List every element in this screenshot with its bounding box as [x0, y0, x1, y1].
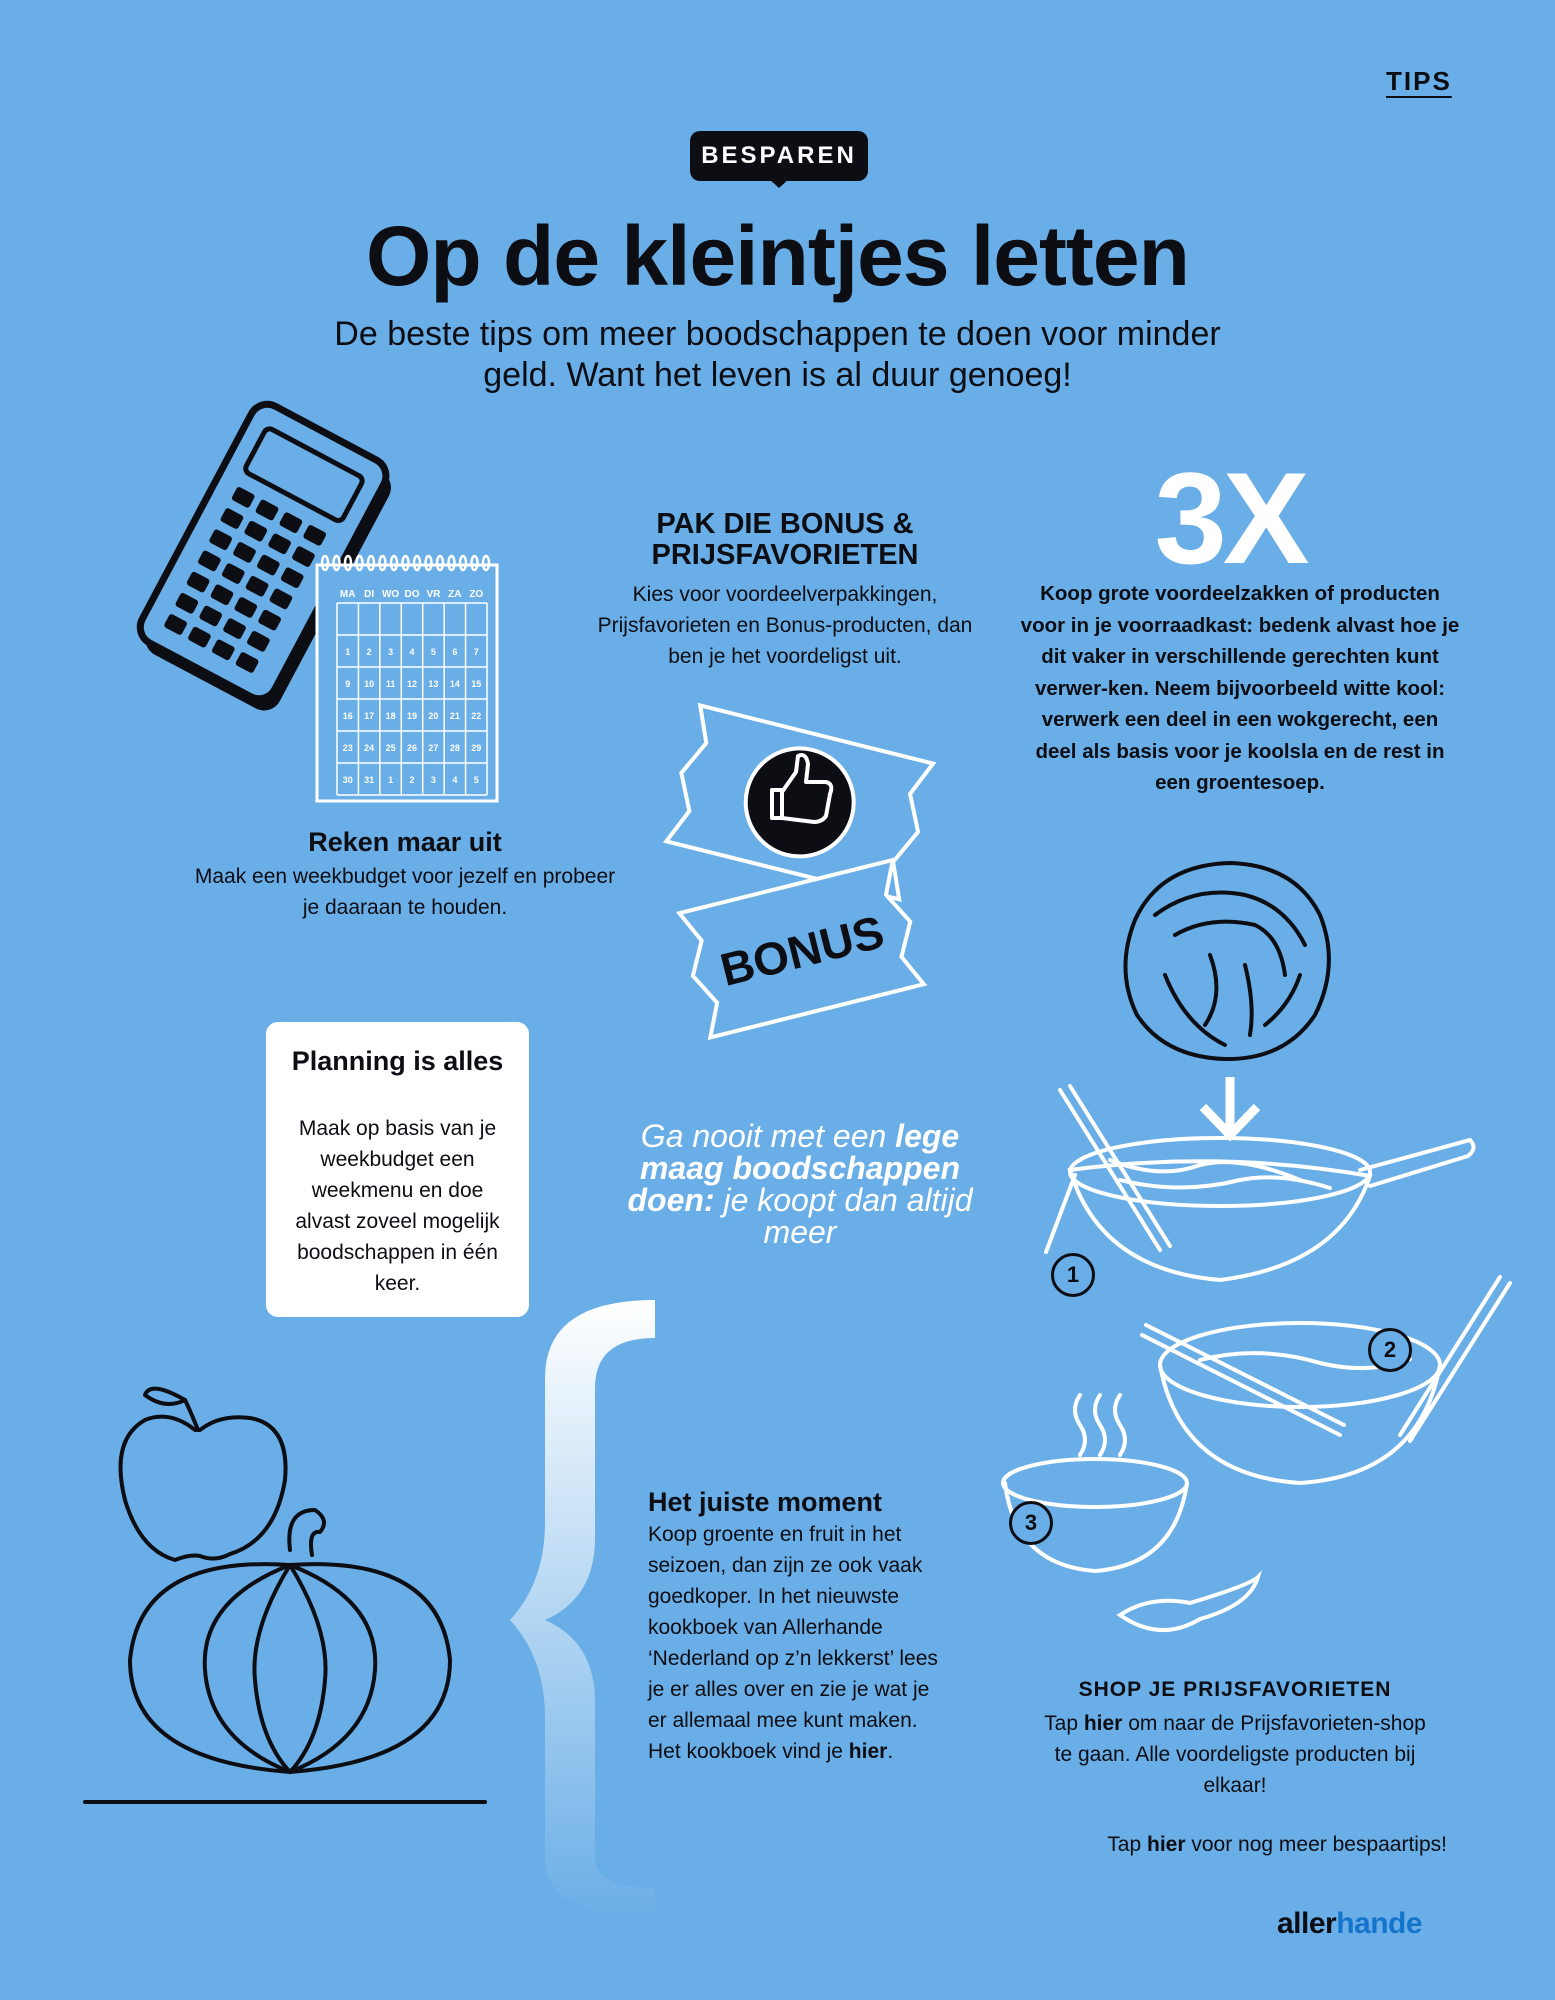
calendar-date: 4: [409, 647, 415, 657]
reken-title: Reken maar uit: [308, 827, 502, 857]
page-title: Op de kleintjes letten: [366, 209, 1189, 303]
moment-text: [648, 1519, 948, 1767]
calendar-day-label: DO: [404, 589, 420, 600]
quote-suffix: je koopt dan altijd meer: [714, 1182, 973, 1250]
calendar-day-label: WO: [381, 589, 400, 600]
shop-text: [1040, 1708, 1430, 1801]
calendar-date: 12: [406, 679, 418, 689]
cabbage-icon: [1115, 855, 1345, 1065]
brand-part1: aller: [1277, 1907, 1337, 1940]
calendar-date: 30: [342, 775, 353, 785]
more-tips-suffix: voor nog meer bespaartips!: [1185, 1833, 1447, 1856]
cookbook-link[interactable]: hier: [848, 1740, 888, 1763]
shop-suffix: om naar de Prijsfavorieten-shop te gaan. Alle voordeligste producten bij elkaar!: [1054, 1712, 1426, 1797]
more-tips-prefix: Tap: [1107, 1833, 1147, 1856]
apple-icon: [121, 1389, 286, 1560]
shop-link[interactable]: hier: [1083, 1712, 1123, 1735]
calendar-date: 7: [473, 647, 479, 657]
section-label-tips: TIPS: [1386, 66, 1452, 96]
calendar-day-label: ZO: [469, 589, 484, 600]
calendar-date: 2: [366, 647, 372, 657]
calendar-date: 9: [345, 679, 351, 689]
calendar-date: 3: [430, 775, 436, 785]
step-3-marker: 3: [1009, 1501, 1053, 1545]
calendar-date: 23: [342, 743, 353, 753]
calendar-date: 11: [385, 679, 396, 689]
calendar-date: 17: [364, 711, 375, 721]
quote-prefix: Ga nooit met een: [640, 1118, 896, 1154]
calendar-date: 21: [449, 711, 460, 721]
step-1-marker: 1: [1051, 1253, 1095, 1297]
calendar-date: 6: [452, 647, 458, 657]
calendar-date: 20: [428, 711, 439, 721]
calendar-date: 4: [452, 775, 458, 785]
calendar-date: 22: [471, 711, 482, 721]
calendar-date: 5: [430, 647, 436, 657]
more-tips-link[interactable]: hier: [1147, 1833, 1186, 1856]
calendar-date: 15: [471, 679, 482, 689]
calendar-date: 5: [473, 775, 479, 785]
calendar-date: 1: [345, 647, 351, 657]
brand-part2: hande: [1336, 1907, 1423, 1940]
calendar-date: 29: [471, 743, 482, 753]
calendar-date: 18: [385, 711, 396, 721]
calendar-date: 27: [428, 743, 439, 753]
calendar-date: 19: [406, 711, 418, 721]
calendar-date: 25: [385, 743, 396, 753]
moment-title: Het juiste moment: [648, 1487, 883, 1517]
calendar-day-label: ZA: [448, 589, 462, 600]
moment-body: Koop groente en fruit in het seizoen, dan zijn ze ook vaak goedkoper. In het nieuwste kookboek van Allerhande ‘Nederland op z’n lekkerst’ lees je er alles over en zie je wat je er allemaal mee kunt maken.: [648, 1523, 938, 1732]
bonus-stickers-illustration: [650, 690, 960, 1020]
reken-text: Maak een weekbudget voor jezelf en probeer je daaraan te houden.: [194, 865, 616, 919]
bonus-text: Kies voor voordeelverpakkingen, Prijsfavorieten en Bonus-producten, dan ben je het voordeligst uit.: [597, 583, 973, 668]
calendar-icon: [315, 555, 500, 805]
category-badge: BESPAREN: [690, 131, 868, 181]
tip-quote: [600, 1120, 1000, 1248]
calendar-day-label: VR: [426, 589, 441, 600]
more-tips: [1000, 1833, 1447, 1857]
apple-pumpkin-illustration: [90, 1370, 490, 1810]
shop-title: SHOP JE PRIJSFAVORIETEN: [1078, 1678, 1392, 1701]
step-2-marker: 2: [1368, 1328, 1412, 1372]
calendar-date: 2: [409, 775, 415, 785]
calendar-date: 31: [364, 775, 375, 785]
calendar-date: 28: [449, 743, 460, 753]
calendar-date: 3: [388, 647, 394, 657]
planning-text: Maak op basis van je weekbudget een weekmenu en doe alvast zoveel mogelijk boodschappen in één keer.: [295, 1117, 500, 1295]
calendar-date: 24: [364, 743, 375, 753]
bonus-title: PAK DIE BONUS & PRIJSFAVORIETEN: [651, 508, 919, 571]
three-x-heading: 3X: [1154, 445, 1306, 591]
pumpkin-icon: [85, 1510, 485, 1802]
calendar-date: 26: [406, 743, 418, 753]
moment-link-prefix: Het kookboek vind je: [648, 1740, 849, 1763]
calendar-day-label: DI: [364, 589, 375, 600]
quote-bold: lege maag boodschappen doen:: [627, 1118, 961, 1218]
three-x-text: Koop grote voordeelzakken of producten voor in je voorraadkast: bedenk alvast hoe je dit vaker in verschillende gerechten kunt verwer-ken. Neem bijvoorbeeld witte kool: verwerk een deel in een wokgerecht, een deel als basis voor je koolsla en de rest in een groentesoep.: [1020, 582, 1460, 794]
brand-logo[interactable]: [1277, 1907, 1422, 1941]
svg-text:BONUS: BONUS: [715, 905, 889, 996]
calendar-date: 16: [342, 711, 353, 721]
page-subtitle: De beste tips om meer boodschappen te doen voor minder geld. Want het leven is al duur genoeg!: [334, 315, 1221, 394]
calendar-day-label: MA: [339, 589, 356, 600]
brace-icon: [505, 1298, 665, 1918]
calendar-date: 10: [364, 679, 375, 689]
calendar-date: 13: [428, 679, 439, 689]
calendar-date: 1: [388, 775, 394, 785]
shop-prefix: Tap: [1044, 1712, 1084, 1735]
moment-link-suffix: .: [887, 1740, 894, 1763]
badge-tail: [768, 178, 790, 188]
calendar-date: 14: [449, 679, 460, 689]
planning-title: Planning is alles: [291, 1046, 504, 1076]
